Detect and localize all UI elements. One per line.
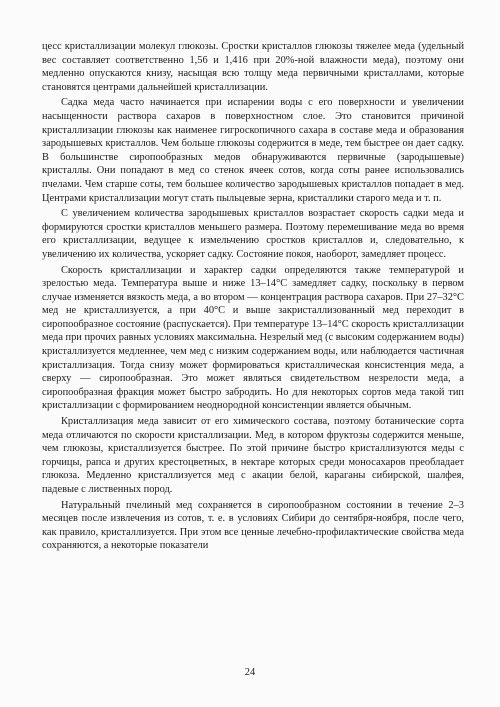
body-text	[42, 40, 464, 555]
paragraph: Скорость кристаллизации и характер садки определяются также температурой и зрелостью меда. Температура выше и ниже 13–14°С замедляет садку, поскольку в первом случае изменяется вязкость меда, а во втором — концентрация раствора сахаров. При 27–32°С мед не кристаллизуется, а при 40°С и выше закристаллизованный мед переходит в сиропообразное состояние (распускается). При температуре 13–14°С скорость кристаллизации меда при прочих равных условиях максимальна. Незрелый мед (с высоким содержанием воды) кристаллизуется медленнее, чем мед с низким содержанием воды, или наблюдается частичная кристаллизация. Тогда снизу может формироваться кристаллическая консистенция меда, а сверху — сиропообразная. Это может являться свидетельством незрелости меда, а сиропообразная фракция может быстро забродить. Но для некоторых сортов меда такой тип кристаллизации с формированием неоднородной консистенции является обычным.	[42, 264, 464, 412]
paragraph: Кристаллизация меда зависит от его химического состава, поэтому ботанические сорта меда отличаются по скорости кристаллизации. Мед, в котором фруктозы содержится меньше, чем глюкозы, кристаллизуется быстрее. По этой причине быстро кристаллизуются меды с горчицы, рапса и других крестоцветных, в нектаре которых среди моносахаров преобладает глюкоза. Медленно кристаллизуется мед с акации белой, караганы сибирской, шалфея, падевые с лиственных пород.	[42, 416, 464, 495]
paragraph: Натуральный пчелиный мед сохраняется в сиропообразном состоянии в течение 2–3 месяцев после извлечения из сотов, т. е. в условиях Сибири до сентября-ноября, после чего, как правило, кристаллизуется. При этом все ценные лечебно-профилактические свойства меда сохраняются, а некоторые показатели	[42, 499, 464, 552]
paragraph: цесс кристаллизации молекул глюкозы. Сростки кристаллов глюкозы тяжелее меда (удельный вес составляет соответственно 1,56 и 1,416 при 20%-ной влажности меда), поэтому они медленно опускаются книзу, насыщая всю толщу меда первичными кристаллами, которые становятся центрами дальнейшей кристаллизации.	[42, 41, 464, 93]
page-number: 24	[244, 667, 256, 678]
paragraph: Садка меда часто начинается при испарении воды с его поверхности и увеличении насыщенности раствора сахаров в поверхностном слое. Это становится причиной кристаллизации глюкозы как наименее гигроскопичного сахара в составе меда и образования зародышевых кристаллов. Чем больше глюкозы содержится в меде, тем быстрее он дает садку. В большинстве сиропообразных медов обнаруживаются первичные (зародышевые) кристаллы. Они попадают в мед со стенок ячеек сотов, когда соты ранее использовались пчелами. Чем старше соты, тем большее количество зародышевых кристаллов попадает в мед. Центрами кристаллизации могут стать пыльцевые зерна, кристаллики старого меда и т. п.	[42, 97, 464, 204]
paragraph: С увеличением количества зародышевых кристаллов возрастает скорость садки меда и формируются сростки кристаллов меньшего размера. Поэтому перемешивание меда во время его кристаллизации, ведущее к измельчению сростков кристаллов и, следовательно, к увеличению их количества, ускоряет садку. Состояние покоя, наоборот, замедляет процесс.	[42, 208, 464, 260]
